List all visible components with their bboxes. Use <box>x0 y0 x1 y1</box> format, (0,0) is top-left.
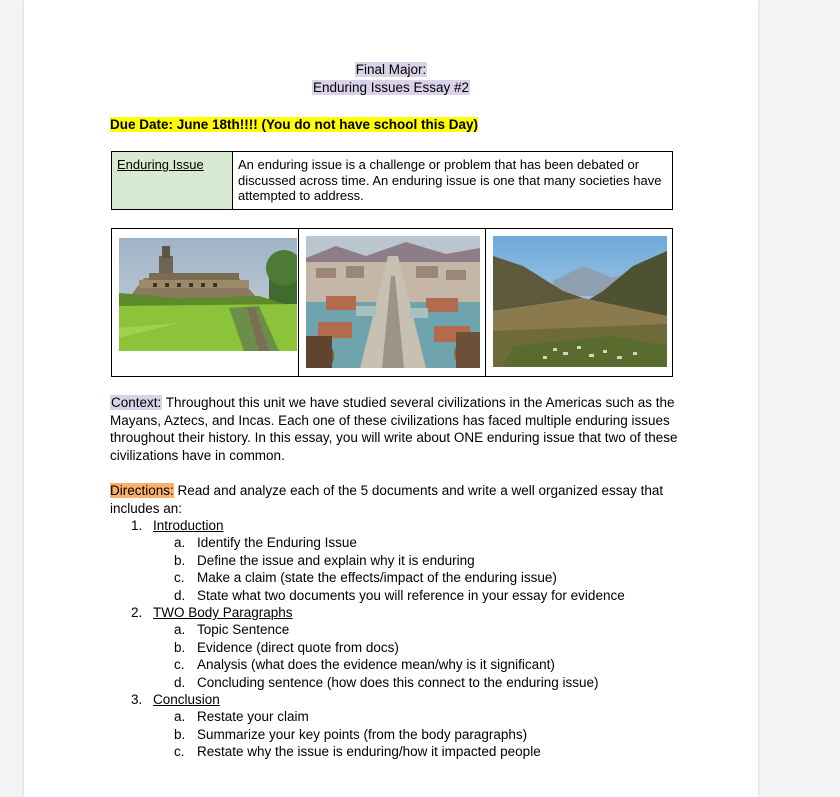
context-paragraph <box>110 394 680 464</box>
outline-subitem: d. State what two documents you will reference in your essay for evidence <box>174 587 625 603</box>
image-cell-1 <box>112 229 299 377</box>
image-cell-2 <box>299 229 486 377</box>
enduring-issue-definition: An enduring issue is a challenge or problem that has been debated or discussed across time. An enduring issue is one that many societies have attempted to address. <box>233 152 673 210</box>
outline-item-conclusion: 3. Conclusion <box>131 692 220 708</box>
enduring-issue-table <box>111 151 673 210</box>
aztec-city-mural-image <box>306 236 480 368</box>
context-text: Throughout this unit we have studied several civilizations in the Americas such as the Mayans, Aztecs, and Incas. Each one of these civilizations has faced multiple enduring issues throughout their history. In this essay, you will write about ONE enduring issue that two of these civilizations have in common. <box>110 395 678 463</box>
document-page[interactable] <box>24 0 758 797</box>
outline-subitem: b. Summarize your key points (from the body paragraphs) <box>174 726 528 742</box>
due-date: Due Date: June 18th!!!! (You do not have school this Day) <box>110 117 479 132</box>
outline-item-body-paragraphs: 2. TWO Body Paragraphs <box>131 605 293 621</box>
outline-subitem: a. Identify the Enduring Issue <box>174 535 357 551</box>
outline-subitem: b. Evidence (direct quote from docs) <box>174 639 399 655</box>
outline-subitem: b. Define the issue and explain why it is enduring <box>174 552 475 568</box>
directions-text: Read and analyze each of the 5 documents and write a well organized essay that includes an: <box>110 483 664 516</box>
outline-subitem: a. Topic Sentence <box>174 622 290 638</box>
inca-valley-image <box>493 236 667 367</box>
outline-subitem: c. Restate why the issue is enduring/how it impacted people <box>174 744 541 760</box>
header-line-2: Enduring Issues Essay #2 <box>312 80 470 95</box>
header-line-1: Final Major: <box>355 62 427 77</box>
directions-paragraph <box>110 482 680 517</box>
outline-subitem: c. Analysis (what does the evidence mean/why is it significant) <box>174 657 555 673</box>
mayan-palace-image <box>119 238 297 351</box>
context-label: Context: <box>111 395 162 410</box>
essay-outline <box>110 517 710 761</box>
image-table <box>111 228 673 377</box>
directions-label: Directions: <box>110 483 174 498</box>
outline-item-introduction: 1. Introduction <box>131 518 224 533</box>
image-cell-3 <box>486 229 673 377</box>
enduring-issue-heading: Enduring Issue <box>112 152 233 210</box>
outline-subitem: d. Concluding sentence (how does this connect to the enduring issue) <box>174 674 599 690</box>
outline-subitem: c. Make a claim (state the effects/impact of the enduring issue) <box>174 570 557 586</box>
outline-subitem: a. Restate your claim <box>174 709 309 725</box>
